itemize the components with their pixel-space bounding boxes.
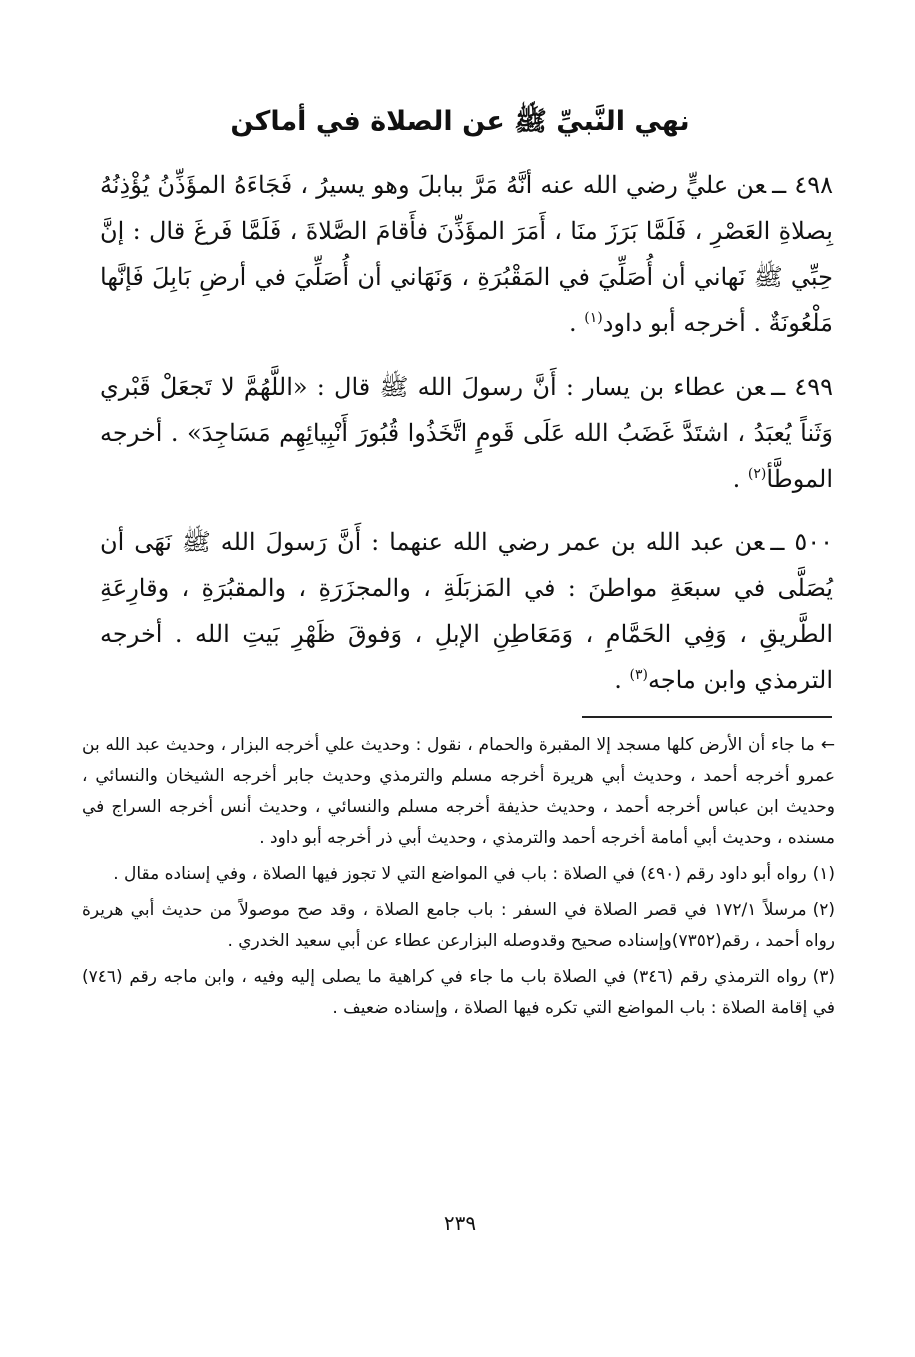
hadith-end: . [732,465,748,493]
footnote-3 [82,962,835,1024]
continued-note [82,730,835,854]
hadith-end: . [614,666,630,694]
hadith-499 [100,364,833,502]
page-number: ٢٣٩ [443,1211,477,1235]
hadith-number: ٤٩٨ ــ [772,171,833,199]
footnote-1 [82,859,835,890]
hadith-number: ٥٠٠ ــ [770,528,833,556]
footnote-ref: (٢) [747,466,767,482]
continued-note-text: ما جاء أن الأرض كلها مسجد إلا المقبرة والحمام ، نقول : وحديث علي أخرجه البزار ، وحديث عبد الله بن عمرو أخرجه أحمد ، وحديث أبي هريرة أخرجه مسلم والترمذي وحديث جابر أخرجه الشيخان والنسائي ، وحديث ابن عباس أخرجه أحمد ، وحديث حذيفة أخرجه مسلم والنسائي ، وحديث أنس أخرجه السراج في مسنده ، وحديث أبي أمامة أخرجه أحمد والترمذي ، وحديث أبي ذر أخرجه أبو داود . [82,735,835,848]
footnote-text: رواه الترمذي رقم (٣٤٦) في الصلاة باب ما جاء في كراهية ما يصلى إليه وفيه ، وابن ماجه رقم (٧٤٦) في إقامة الصلاة : باب المواضع التي تكره فيها الصلاة ، وإسناده ضعيف . [82,967,835,1018]
hadith-text: عن عطاء بن يسار : أَنَّ رسولَ الله ﷺ قال : «اللَّهُمَّ لا تَجعَلْ قَبْري وَثَناً يُعبَدُ ، اشتَدَّ غَضَبُ الله عَلَى قَومٍ اتَّخَذُوا قُبُورَ أَنْبِيائِهِم مَسَاجِدَ» . أخرجه الموطَّأ [100,373,833,493]
footnote-ref: (١) [584,310,603,326]
footnote-ref: (٣) [629,667,648,683]
hadith-498 [100,162,833,346]
footnote-number: (٣) [812,967,835,987]
hadith-text: عن عبد الله بن عمر رضي الله عنهما : أَنَّ رَسولَ الله ﷺ نَهَى أن يُصَلَّى في سبعَةِ مواطنَ : في المَزبَلَةِ ، والمجزَرَةِ ، والمقبُرَةِ ، وقارِعَةِ الطَّريقِ ، وَفِي الحَمَّامِ ، وَمَعَاطِنِ الإبلِ ، وَفوقَ ظَهْرِ بَيتِ الله . أخرجه الترمذي وابن ماجه [100,528,833,694]
hadith-number: ٤٩٩ ــ [771,373,833,401]
footnote-text: مرسلاً ١٧٢/١ في قصر الصلاة في السفر : باب جامع الصلاة ، وقد صح موصولاً من حديث أبي هريرة رواه أحمد ، رقم(٧٣٥٢)وإسناده صحيح وقدوصله البزارعن عطاء عن أبي سعيد الخدري . [82,900,835,951]
footnote-number: (١) [812,864,835,884]
footnote-2 [82,895,835,957]
hadith-500 [100,519,833,703]
footnote-number: (٢) [812,900,835,920]
hadith-text: عن عليٍّ رضي الله عنه أنَّهُ مَرَّ ببابلَ وهو يسيرُ ، فَجَاءَهُ المؤَذِّنُ يُؤْذِنُهُ بِصلاةِ العَصْرِ ، فَلَمَّا بَرَزَ منَا ، أَمَرَ المؤَذِّنَ فأَقامَ الصَّلاةَ ، فَلَمَّا فَرغَ قال : إنَّ حِبِّي ﷺ نَهاني أن أُصَلِّيَ في المَقْبُرَةِ ، وَنَهَاني أن أُصَلِّيَ في أرضِ بَابِلَ فَإنَّها مَلْعُونَةٌ . أخرجه أبو داود [100,171,833,337]
footnote-divider [582,716,832,718]
footnote-text: رواه أبو داود رقم (٤٩٠) في الصلاة : باب في المواضع التي لا تجوز فيها الصلاة ، وفي إسناده مقال . [113,864,807,884]
arrow-left-icon: ← [820,735,835,755]
footnotes-section [82,730,835,1029]
hadith-end: . [568,309,585,337]
section-title: نهي النَّبيِّ ﷺ عن الصلاة في أماكن [230,106,690,137]
